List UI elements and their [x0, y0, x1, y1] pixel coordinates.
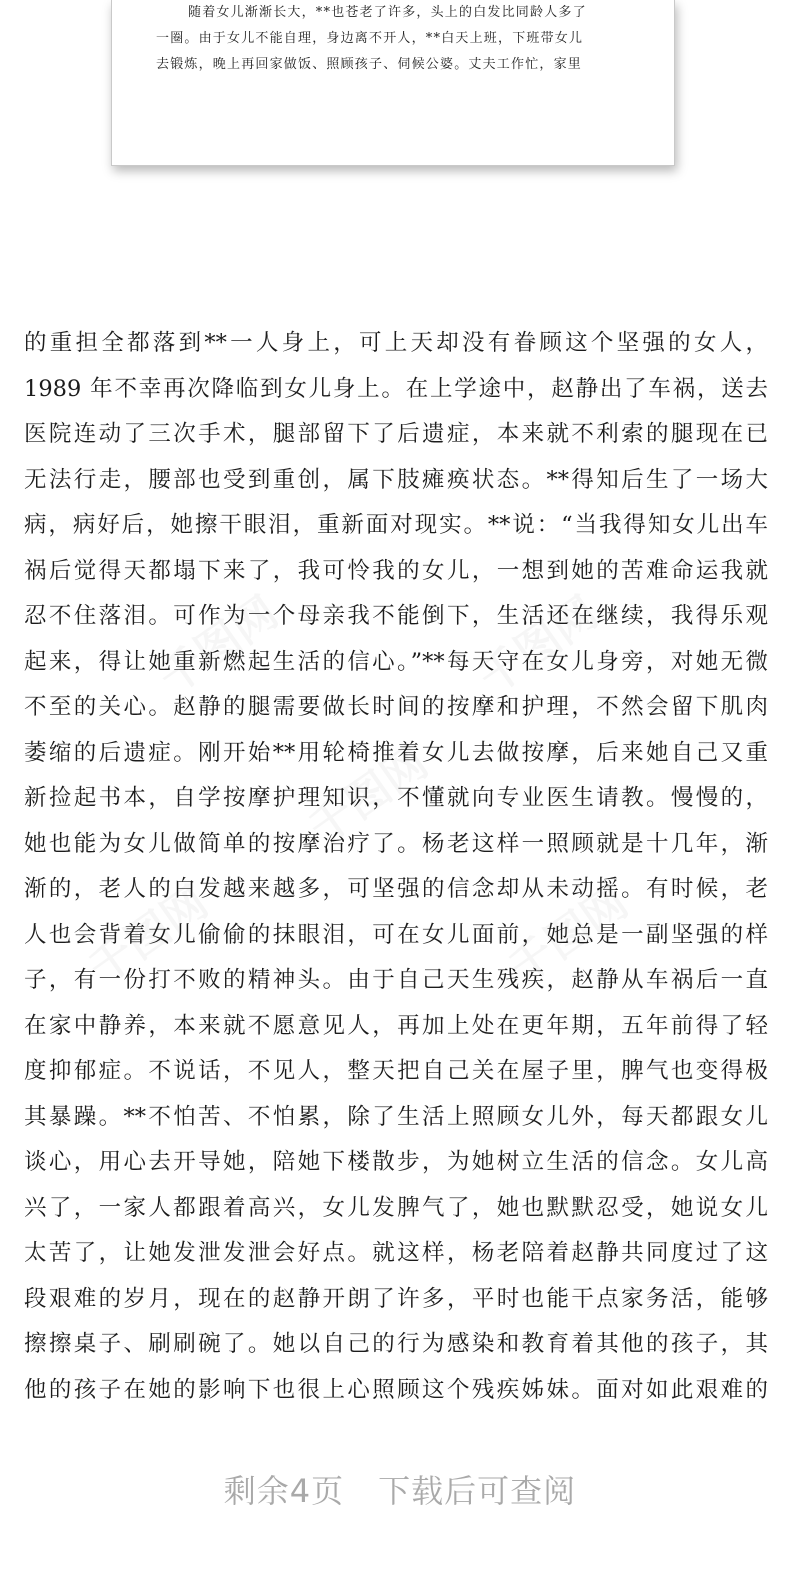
previous-page-text: [156, 0, 636, 78]
card-line: 去锻炼，晚上再回家做饭、照顾孩子、伺候公婆。丈夫工作忙，家里: [156, 57, 583, 72]
body-line: 她也能为女儿做简单的按摩治疗了。杨老这样一照顾就是十几年，渐: [24, 830, 768, 857]
body-line: 人也会背着女儿偷偷的抹眼泪，可在女儿面前，她总是一副坚强的样: [24, 921, 768, 948]
body-line: 1989 年不幸再次降临到女儿身上。在上学途中，赵静出了车祸，送去: [24, 375, 768, 402]
body-line: 祸后觉得天都塌下来了，我可怜我的女儿，一想到她的苦难命运我就: [24, 557, 768, 584]
body-line: 段艰难的岁月，现在的赵静开朗了许多，平时也能干点家务活，能够: [24, 1285, 768, 1312]
body-line: 他的孩子在她的影响下也很上心照顾这个残疾姊妹。面对如此艰难的: [24, 1376, 768, 1403]
body-line: 新捡起书本，自学按摩护理知识，不懂就向专业医生请教。慢慢的，: [24, 785, 768, 811]
body-line: 渐的，老人的白发越来越多，可坚强的信念却从未动摇。有时候，老: [24, 876, 768, 902]
card-line: 一圈。由于女儿不能自理，身边离不开人，**白天上班，下班带女儿: [156, 31, 584, 46]
body-line: 太苦了，让她发泄发泄会好点。就这样，杨老陪着赵静共同度过了这: [24, 1240, 768, 1266]
download-prompt[interactable]: [0, 1466, 800, 1512]
previous-page-card: [111, 0, 675, 166]
body-line: 擦擦桌子、刷刷碗了。她以自己的行为感染和教育着其他的孩子，其: [24, 1331, 768, 1357]
body-line: 谈心，用心去开导她，陪她下楼散步，为她树立生活的信念。女儿高: [24, 1149, 768, 1175]
body-line: 无法行走，腰部也受到重创，属下肢瘫痪状态。**得知后生了一场大: [24, 466, 768, 493]
card-line: 随着女儿渐渐长大，**也苍老了许多，头上的白发比同龄人多了: [188, 5, 587, 20]
body-line: 的重担全都落到**一人身上，可上天却没有眷顾这个坚强的女人，: [24, 330, 768, 356]
body-line: 子，有一份打不败的精神头。由于自己天生残疾，赵静从车祸后一直: [24, 967, 768, 993]
body-line: 在家中静养，本来就不愿意见人，再加上处在更年期，五年前得了轻: [24, 1012, 768, 1039]
download-to-view-label: 下载后可查阅: [378, 1472, 577, 1510]
body-line: 兴了，一家人都跟着高兴，女儿发脾气了，她也默默忍受，她说女儿: [24, 1194, 768, 1221]
body-line: 萎缩的后遗症。刚开始**用轮椅推着女儿去做按摩，后来她自己又重: [24, 739, 768, 766]
body-line: 起来，得让她重新燃起生活的信心。”**每天守在女儿身旁，对她无微: [24, 648, 768, 675]
document-body: [24, 321, 768, 1413]
body-line: 医院连动了三次手术，腿部留下了后遗症，本来就不利索的腿现在已: [24, 421, 768, 447]
body-line: 忍不住落泪。可作为一个母亲我不能倒下，生活还在继续，我得乐观: [24, 603, 768, 629]
body-line: 度抑郁症。不说话，不见人，整天把自己关在屋子里，脾气也变得极: [24, 1058, 768, 1084]
body-line: 病，病好后，她擦干眼泪，重新面对现实。**说：“当我得知女儿出车: [24, 512, 768, 538]
body-line: 其暴躁。**不怕苦、不怕累，除了生活上照顾女儿外，每天都跟女儿: [24, 1103, 768, 1130]
body-line: 不至的关心。赵静的腿需要做长时间的按摩和护理，不然会留下肌肉: [24, 694, 768, 720]
remaining-pages-label: 剩余4页: [223, 1472, 345, 1510]
